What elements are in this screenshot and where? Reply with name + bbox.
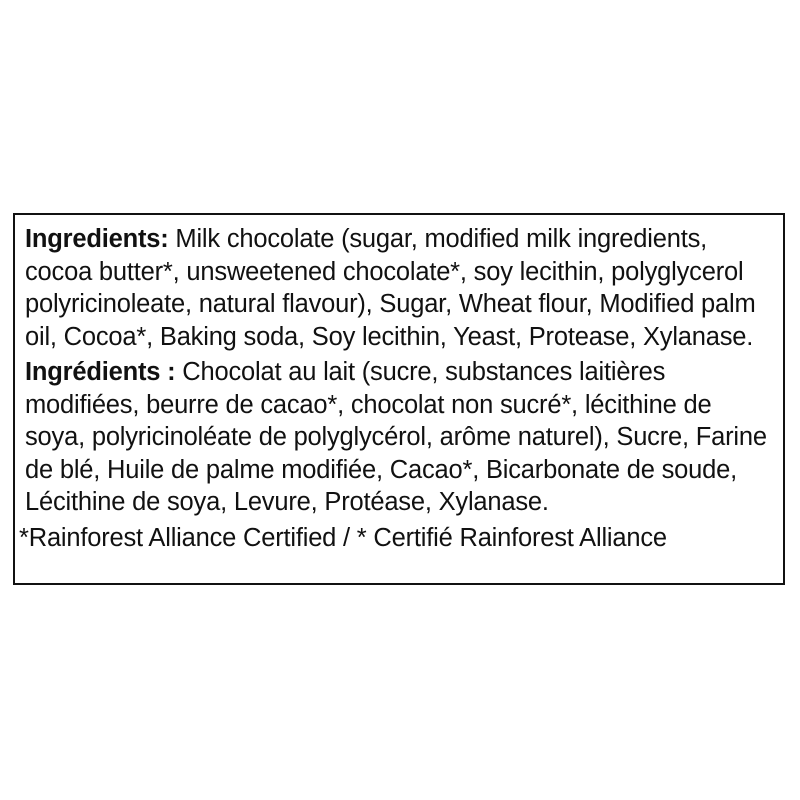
french-ingredients-heading: Ingrédients :: [25, 358, 176, 386]
french-ingredients-text: Chocolat au lait (sucre, substances laitières modifiées, beurre de cacao*, chocolat non sucré*, lécithine de soya, polyricinoléate de polyglycérol, arôme naturel), Sucre, Farine de blé, Huile de palme modifiée, Cacao*, Bicarbonate de soude, Lécithine de soya, Levure, Protéase, Xylanase.: [25, 358, 767, 516]
english-ingredients: [23, 223, 775, 353]
english-ingredients-text: Milk chocolate (sugar, modified milk ingredients, cocoa butter*, unsweetened chocolate*, soy lecithin, polyglycerol polyricinoleate, natural flavour), Sugar, Wheat flour, Modified palm oil, Cocoa*, Baking soda, Soy lecithin, Yeast, Protease, Xylanase.: [25, 225, 756, 351]
ingredients-label-box: [13, 213, 785, 585]
english-ingredients-heading: Ingredients:: [25, 225, 169, 253]
certification-note: *Rainforest Alliance Certified / * Certifié Rainforest Alliance: [19, 523, 667, 552]
french-ingredients: [23, 356, 775, 519]
